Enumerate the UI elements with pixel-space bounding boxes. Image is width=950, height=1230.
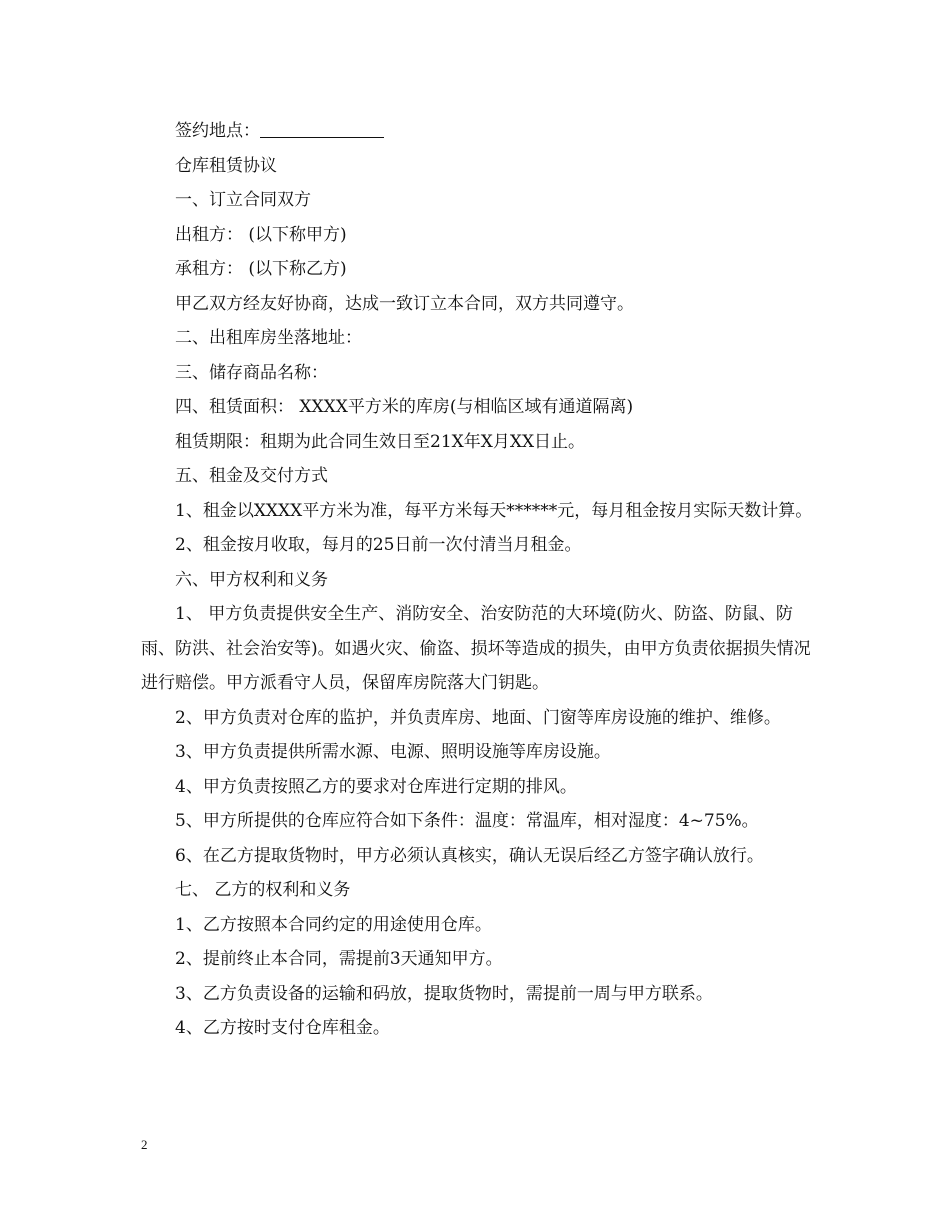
signing-place-line (141, 114, 813, 149)
paragraph: 甲乙双方经友好协商，达成一致订立本合同，双方共同遵守。 (175, 293, 634, 314)
paragraph: 1、乙方按照本合同约定的用途使用仓库。 (175, 914, 492, 935)
paragraph: 承租方： (以下称乙方) (175, 259, 347, 279)
paragraph: 3、甲方负责提供所需水源、电源、照明设施等库房设施。 (175, 742, 611, 762)
paragraph: 4、乙方按时支付仓库租金。 (175, 1018, 390, 1038)
signing-place-label: 签约地点： (175, 121, 260, 141)
section-heading: 二、出租库房坐落地址： (175, 328, 362, 348)
section-heading: 三、储存商品名称： (175, 362, 328, 383)
section-heading: 一、订立合同双方 (175, 190, 311, 210)
page-number: 2 (141, 1137, 148, 1152)
document-title: 仓库租赁协议 (175, 155, 277, 176)
section-heading: 四、租赁面积： XXXX平方米的库房(与相临区域有通道隔离) (175, 397, 634, 417)
paragraph: 4、甲方负责按照乙方的要求对仓库进行定期的排风。 (175, 776, 577, 797)
document-body (141, 114, 813, 1046)
paragraph: 2、甲方负责对仓库的监护，并负责库房、地面、门窗等库房设施的维护、维修。 (175, 707, 781, 728)
paragraph: 5、甲方所提供的仓库应符合如下条件：温度：常温库，相对湿度：4~75%。 (175, 811, 759, 831)
paragraph: 2、提前终止本合同，需提前3天通知甲方。 (175, 949, 503, 969)
section-heading: 七、 乙方的权利和义务 (175, 880, 351, 900)
section-heading: 五、租金及交付方式 (175, 466, 328, 486)
paragraph: 1、 甲方负责提供安全生产、消防安全、治安防范的大环境(防火、防盗、防鼠、防雨、防洪、社会治安等)。如遇火灾、偷盗、损坏等造成的损失，由甲方负责依据损失情况进行赔偿。甲方派看守人员，保留库房院落大门钥匙。 (141, 604, 811, 693)
section-heading: 六、甲方权利和义务 (175, 569, 328, 590)
paragraph: 租赁期限：租期为此合同生效日至21X年X月XX日止。 (175, 431, 586, 452)
paragraph: 1、租金以XXXX平方米为准，每平方米每天******元，每月租金按月实际天数计算。 (175, 500, 813, 521)
paragraph: 3、乙方负责设备的运输和码放，提取货物时，需提前一周与甲方联系。 (175, 983, 713, 1004)
paragraph: 出租方： (以下称甲方) (175, 224, 347, 245)
signing-place-blank (260, 120, 384, 138)
paragraph: 6、在乙方提取货物时，甲方必须认真核实，确认无误后经乙方签字确认放行。 (175, 845, 764, 866)
paragraph: 2、租金按月收取，每月的25日前一次付清当月租金。 (175, 535, 582, 555)
